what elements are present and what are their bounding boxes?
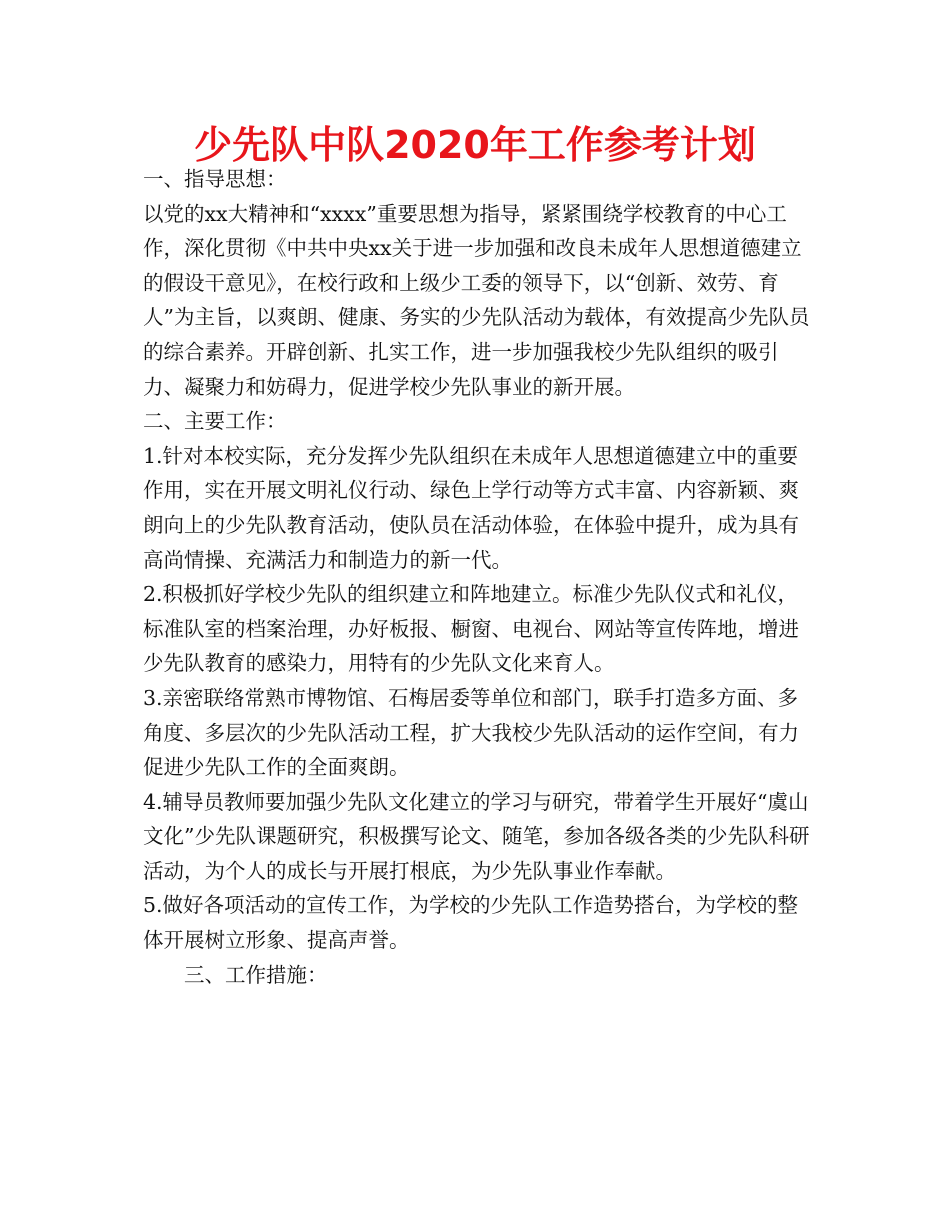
section-heading-work-measures: 三、工作措施： [184,962,328,987]
main-work-item-4: 4.辅导员教师要加强少先队文化建立的学习与研究，带着学生开展好“虞山文化”少先队课题研究，积极撰写论文、随笔，参加各级各类的少先队科研活动，为个人的成长与开展打根底，为少先队事业作奉献。 [143,789,810,883]
document-title: 少先队中队2020年工作参考计划 [194,123,756,167]
main-work-item-3: 3.亲密联络常熟市博物馆、石梅居委等单位和部门，联手打造多方面、多角度、多层次的少先队活动工程，扩大我校少先队活动的运作空间，有力促进少先队工作的全面爽朗。 [143,685,799,780]
section-heading-guiding-ideology: 一、指导思想： [143,167,287,191]
main-work-item-2: 2.积极抓好学校少先队的组织建立和阵地建立。标准少先队仪式和礼仪，标准队室的档案治理，办好板报、橱窗、电视台、网站等宣传阵地，增进少先队教育的感染力，用特有的少先队文化来育人。 [143,582,799,676]
section-heading-main-work: 二、主要工作： [143,409,287,434]
main-work-item-1: 1.针对本校实际，充分发挥少先队组织在未成年人思想道德建立中的重要作用，实在开展文明礼仪行动、绿色上学行动等方式丰富、内容新颖、爽朗向上的少先队教育活动，使队员在活动体验，在体验中提升，成为具有高尚情操、充满活力和制造力的新一代。 [143,443,799,572]
document-body [143,162,813,992]
paragraph-guiding-ideology: 以党的xx大精神和“xxxx”重要思想为指导，紧紧围绕学校教育的中心工作，深化贯彻《中共中央xx关于进一步加强和改良未成年人思想道德建立的假设干意见》，在校行政和上级少工委的领导下，以“创新、效劳、育人”为主旨，以爽朗、健康、务实的少先队活动为载体，有效提高少先队员的综合素养。开辟创新、扎实工作，进一步加强我校少先队组织的吸引力、凝聚力和妨碍力，促进学校少先队事业的新开展。 [143,201,810,399]
main-work-item-5: 5.做好各项活动的宣传工作，为学校的少先队工作造势搭台，为学校的整体开展树立形象、提高声誉。 [143,893,799,953]
